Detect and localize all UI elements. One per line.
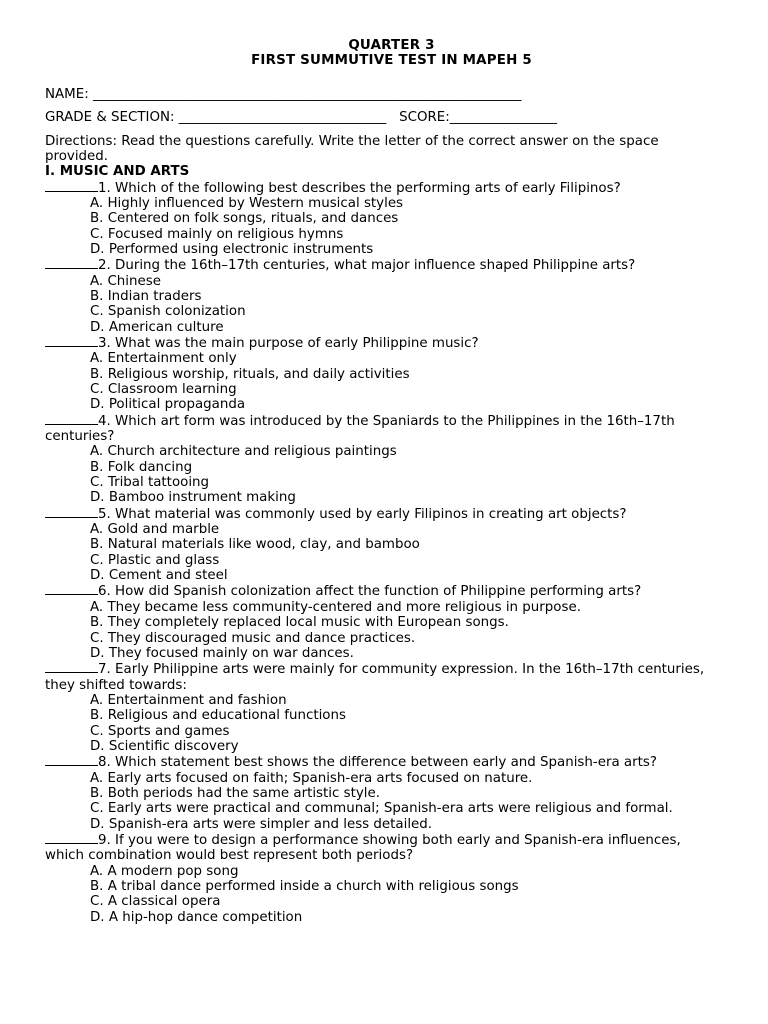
answer-choice: D. American culture bbox=[90, 319, 224, 335]
directions: Directions: Read the questions carefully. Write the letter of the correct answer on the space provided. bbox=[45, 133, 659, 164]
answer-choice: D. They focused mainly on war dances. bbox=[90, 645, 354, 661]
answer-choice: B. Religious worship, rituals, and daily activities bbox=[90, 366, 410, 382]
answer-choice: A. A modern pop song bbox=[90, 863, 239, 879]
section-title: I. MUSIC AND ARTS bbox=[45, 164, 190, 180]
question-text: 6. How did Spanish colonization affect the function of Philippine performing arts? bbox=[98, 584, 642, 600]
answer-choice: A. They became less community-centered and more religious in purpose. bbox=[90, 599, 581, 615]
answer-choice: B. Centered on folk songs, rituals, and dances bbox=[90, 211, 399, 227]
question-text: 4. Which art form was introduced by the Spaniards to the Philippines in the 16th–17th centuries? bbox=[45, 413, 675, 445]
answer-choice: A. Chinese bbox=[90, 273, 161, 289]
answer-choice: C. Sports and games bbox=[90, 723, 230, 739]
answer-choice: A. Early arts focused on faith; Spanish-era arts focused on nature. bbox=[90, 770, 533, 786]
answer-choice: B. Indian traders bbox=[90, 288, 202, 304]
question-text: 5. What material was commonly used by early Filipinos in creating art objects? bbox=[98, 506, 627, 522]
question-item bbox=[45, 832, 708, 925]
answer-blank bbox=[45, 754, 98, 766]
answer-choice: A. Church architecture and religious paintings bbox=[90, 444, 397, 460]
question-item bbox=[45, 180, 708, 258]
question-item bbox=[45, 413, 708, 506]
answer-choice: D. Scientific discovery bbox=[90, 738, 239, 754]
question-text: 8. Which statement best shows the difference between early and Spanish-era arts? bbox=[98, 755, 657, 771]
grade-section-score-field: GRADE & SECTION: _______________________________ SCORE:________________ bbox=[45, 110, 557, 126]
question-list bbox=[45, 180, 708, 926]
question-item bbox=[45, 661, 708, 754]
answer-choice: B. A tribal dance performed inside a church with religious songs bbox=[90, 879, 519, 894]
answer-choice: C. Spanish colonization bbox=[90, 304, 246, 320]
answer-choice: A. Entertainment and fashion bbox=[90, 692, 287, 708]
answer-blank bbox=[45, 180, 98, 192]
question-text: 9. If you were to design a performance showing both early and Spanish-era influences, which combination would best represent both periods? bbox=[45, 832, 681, 864]
answer-blank bbox=[45, 413, 98, 425]
answer-choice: C. Tribal tattooing bbox=[90, 475, 210, 491]
question-item bbox=[45, 257, 708, 335]
answer-choice: D. Cement and steel bbox=[90, 568, 228, 584]
answer-blank bbox=[45, 832, 98, 844]
answer-choice: D. Political propaganda bbox=[90, 397, 246, 413]
answer-blank bbox=[45, 583, 98, 595]
question-text: 7. Early Philippine arts were mainly for community expression. In the 16th–17th centuries, they shifted towards: bbox=[45, 662, 705, 693]
answer-blank bbox=[45, 661, 98, 673]
answer-choice: B. Religious and educational functions bbox=[90, 708, 346, 724]
answer-choice: B. Both periods had the same artistic style. bbox=[90, 785, 380, 801]
answer-choice: B. They completely replaced local music with European songs. bbox=[90, 615, 509, 631]
question-text: 3. What was the main purpose of early Philippine music? bbox=[98, 335, 479, 351]
answer-blank bbox=[45, 257, 98, 269]
question-item bbox=[45, 583, 708, 661]
question-item bbox=[45, 506, 708, 584]
answer-choice: D. Bamboo instrument making bbox=[90, 490, 296, 506]
question-text: 1. Which of the following best describes the performing arts of early Filipinos? bbox=[98, 180, 621, 196]
quarter-heading: QUARTER 3 bbox=[348, 38, 435, 53]
answer-choice: A. Highly influenced by Western musical styles bbox=[90, 195, 404, 211]
test-title: FIRST SUMMUTIVE TEST IN MAPEH 5 bbox=[251, 53, 532, 69]
answer-choice: C. They discouraged music and dance practices. bbox=[90, 630, 416, 646]
answer-choice: A. Entertainment only bbox=[90, 351, 237, 367]
answer-blank bbox=[45, 335, 98, 347]
question-item bbox=[45, 335, 708, 413]
answer-choice: C. Plastic and glass bbox=[90, 552, 220, 568]
answer-choice: C. Early arts were practical and communal; Spanish-era arts were religious and formal. bbox=[90, 801, 673, 817]
answer-choice: B. Folk dancing bbox=[90, 459, 193, 475]
answer-choice: B. Natural materials like wood, clay, and bamboo bbox=[90, 537, 420, 553]
question-text: 2. During the 16th–17th centuries, what major influence shaped Philippine arts? bbox=[98, 258, 636, 274]
question-item bbox=[45, 754, 708, 832]
answer-choice: A. Gold and marble bbox=[90, 522, 220, 538]
answer-blank bbox=[45, 506, 98, 518]
answer-choice: D. Spanish-era arts were simpler and less detailed. bbox=[90, 816, 433, 832]
answer-choice: D. A hip-hop dance competition bbox=[90, 909, 303, 925]
name-field: NAME: ________________________________________________________________ bbox=[45, 86, 522, 102]
answer-choice: D. Performed using electronic instruments bbox=[90, 241, 374, 257]
answer-choice: C. A classical opera bbox=[90, 894, 221, 910]
answer-choice: C. Classroom learning bbox=[90, 382, 237, 397]
answer-choice: C. Focused mainly on religious hymns bbox=[90, 226, 344, 242]
